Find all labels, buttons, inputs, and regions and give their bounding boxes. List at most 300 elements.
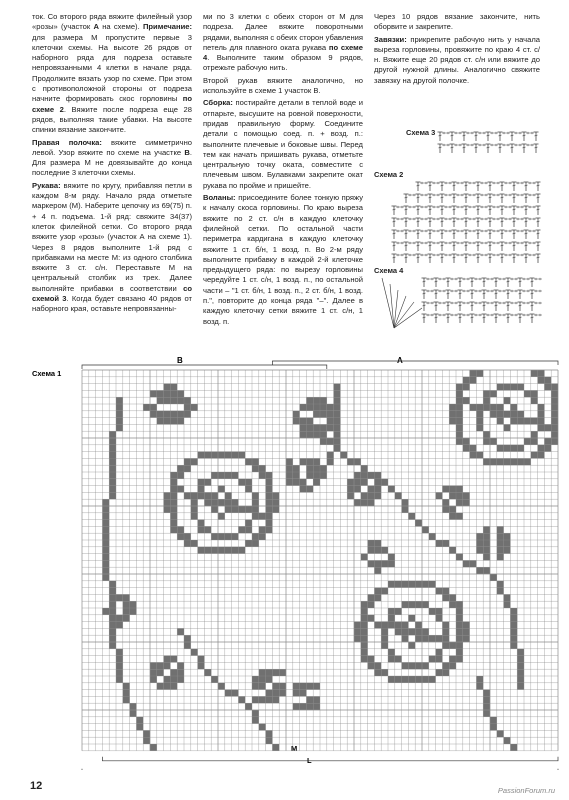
- filled-cell: [170, 676, 177, 683]
- filled-cell: [354, 499, 361, 506]
- chain-symbol: [475, 290, 478, 292]
- chain-symbol: [517, 182, 520, 184]
- stitch-symbol: [446, 290, 451, 299]
- filled-cell: [204, 499, 211, 506]
- filled-cell: [368, 594, 375, 601]
- chain-symbol: [437, 182, 440, 184]
- filled-cell: [245, 458, 252, 465]
- filled-cell: [170, 411, 177, 418]
- filled-cell: [150, 411, 157, 418]
- filled-cell: [408, 676, 415, 683]
- filled-cell: [279, 690, 286, 697]
- chain-symbol: [505, 230, 508, 232]
- chain-symbol: [527, 302, 530, 304]
- filled-cell: [490, 458, 497, 465]
- stitch-symbol: [452, 182, 457, 191]
- chain-symbol: [481, 194, 484, 196]
- chain-symbol: [431, 290, 434, 292]
- filled-cell: [293, 683, 300, 690]
- stitch-symbol: [404, 242, 409, 251]
- stitch-symbol: [476, 206, 481, 215]
- filled-cell: [361, 628, 368, 635]
- filled-cell: [354, 479, 361, 486]
- filled-cell: [211, 676, 218, 683]
- scheme-3-label: Схема 3: [406, 128, 436, 137]
- chain-symbol: [445, 230, 448, 232]
- filled-cell: [388, 615, 395, 622]
- chain-symbol: [409, 242, 412, 244]
- chain-symbol: [503, 302, 506, 304]
- filled-cell: [170, 384, 177, 391]
- filled-cell: [388, 560, 395, 567]
- chain-symbol: [497, 242, 500, 244]
- filled-cell: [544, 424, 551, 431]
- filled-cell: [334, 390, 341, 397]
- filled-cell: [232, 452, 239, 459]
- stitch-symbol: [470, 314, 475, 323]
- filled-cell: [320, 424, 327, 431]
- filled-cell: [204, 669, 211, 676]
- chain-symbol: [539, 302, 542, 304]
- filled-cell: [388, 649, 395, 656]
- stitch-symbol: [530, 278, 535, 287]
- stitch-symbol: [536, 254, 541, 263]
- stitch-symbol: [494, 278, 499, 287]
- stitch-symbol: [416, 254, 421, 263]
- filled-cell: [211, 547, 218, 554]
- chain-symbol: [493, 242, 496, 244]
- chain-symbol: [505, 218, 508, 220]
- stitch-symbol: [494, 290, 499, 299]
- stitch-symbol: [434, 302, 439, 311]
- chain-symbol: [479, 144, 482, 146]
- chain-symbol: [459, 144, 462, 146]
- stitch-symbol: [392, 218, 397, 227]
- filled-cell: [266, 520, 273, 527]
- filled-cell: [177, 676, 184, 683]
- filled-cell: [300, 404, 307, 411]
- filled-cell: [476, 676, 483, 683]
- filled-cell: [238, 506, 245, 513]
- chain-symbol: [457, 230, 460, 232]
- filled-cell: [109, 465, 116, 472]
- chain-symbol: [519, 144, 522, 146]
- filled-cell: [504, 397, 511, 404]
- filled-cell: [170, 526, 177, 533]
- filet-grid: [12, 350, 562, 770]
- fan-stitch: [390, 284, 394, 328]
- chain-symbol: [425, 206, 428, 208]
- chain-symbol: [433, 242, 436, 244]
- filled-cell: [449, 656, 456, 663]
- filled-cell: [422, 676, 429, 683]
- filled-cell: [510, 622, 517, 629]
- filled-cell: [266, 737, 273, 744]
- filled-cell: [313, 411, 320, 418]
- filled-cell: [109, 642, 116, 649]
- filled-cell: [361, 472, 368, 479]
- chain-symbol: [449, 218, 452, 220]
- fan-stitch: [394, 302, 414, 328]
- stitch-symbol: [404, 206, 409, 215]
- filled-cell: [293, 479, 300, 486]
- filled-cell: [551, 411, 558, 418]
- filled-cell: [306, 486, 313, 493]
- stitch-symbol: [446, 302, 451, 311]
- filled-cell: [415, 628, 422, 635]
- filled-cell: [170, 479, 177, 486]
- filled-cell: [320, 438, 327, 445]
- chain-symbol: [493, 230, 496, 232]
- chain-symbol: [397, 242, 400, 244]
- filled-cell: [531, 397, 538, 404]
- filled-cell: [184, 540, 191, 547]
- filled-cell: [442, 642, 449, 649]
- chain-symbol: [483, 132, 486, 134]
- stitch-symbol: [462, 144, 467, 153]
- chain-symbol: [473, 242, 476, 244]
- chain-symbol: [493, 194, 496, 196]
- stitch-symbol: [440, 254, 445, 263]
- filled-cell: [476, 404, 483, 411]
- stitch-symbol: [512, 206, 517, 215]
- filled-cell: [374, 594, 381, 601]
- chain-symbol: [491, 302, 494, 304]
- chain-symbol: [485, 206, 488, 208]
- filled-cell: [497, 554, 504, 561]
- stitch-symbol: [464, 182, 469, 191]
- chain-symbol: [487, 302, 490, 304]
- filled-cell: [463, 635, 470, 642]
- filled-cell: [483, 703, 490, 710]
- filled-cell: [252, 683, 259, 690]
- filled-cell: [164, 492, 171, 499]
- filled-cell: [483, 554, 490, 561]
- chain-symbol: [469, 194, 472, 196]
- filled-cell: [109, 445, 116, 452]
- filled-cell: [388, 608, 395, 615]
- filled-cell: [157, 683, 164, 690]
- stitch-symbol: [476, 230, 481, 239]
- filled-cell: [272, 492, 279, 499]
- chain-symbol: [509, 182, 512, 184]
- filled-cell: [245, 703, 252, 710]
- filled-cell: [517, 649, 524, 656]
- filled-cell: [266, 696, 273, 703]
- crochet-schemes: [374, 128, 544, 343]
- filled-cell: [218, 486, 225, 493]
- filled-cell: [449, 506, 456, 513]
- stitch-symbol: [524, 242, 529, 251]
- filled-cell: [218, 513, 225, 520]
- filled-cell: [422, 581, 429, 588]
- chain-symbol: [499, 290, 502, 292]
- filled-cell: [402, 601, 409, 608]
- filled-cell: [266, 669, 273, 676]
- filled-cell: [395, 608, 402, 615]
- chain-symbol: [503, 290, 506, 292]
- filled-cell: [340, 452, 347, 459]
- filled-cell: [429, 656, 436, 663]
- chain-symbol: [521, 182, 524, 184]
- stitch-symbol: [524, 182, 529, 191]
- chain-symbol: [447, 132, 450, 134]
- filled-cell: [361, 656, 368, 663]
- filled-cell: [109, 588, 116, 595]
- filled-cell: [524, 438, 531, 445]
- filled-cell: [136, 724, 143, 731]
- filled-cell: [252, 696, 259, 703]
- filled-cell: [306, 703, 313, 710]
- chain-symbol: [401, 230, 404, 232]
- filled-cell: [266, 506, 273, 513]
- filled-cell: [327, 424, 334, 431]
- filled-cell: [442, 506, 449, 513]
- chain-symbol: [491, 144, 494, 146]
- stitch-symbol: [440, 182, 445, 191]
- filled-cell: [109, 458, 116, 465]
- filled-cell: [456, 642, 463, 649]
- filled-cell: [436, 608, 443, 615]
- filled-cell: [109, 622, 116, 629]
- stitch-symbol: [464, 242, 469, 251]
- stitch-symbol: [524, 206, 529, 215]
- chain-symbol: [449, 242, 452, 244]
- stitch-symbol: [518, 278, 523, 287]
- filled-cell: [538, 370, 545, 377]
- stitch-symbol: [500, 218, 505, 227]
- filled-cell: [164, 418, 171, 425]
- chain-symbol: [503, 314, 506, 316]
- chain-symbol: [493, 254, 496, 256]
- chain-symbol: [505, 206, 508, 208]
- filled-cell: [510, 418, 517, 425]
- filled-cell: [544, 384, 551, 391]
- filled-cell: [177, 472, 184, 479]
- filled-cell: [524, 390, 531, 397]
- filled-cell: [204, 492, 211, 499]
- filled-cell: [300, 690, 307, 697]
- filled-cell: [517, 418, 524, 425]
- stitch-symbol: [536, 206, 541, 215]
- chain-symbol: [433, 206, 436, 208]
- chain-symbol: [455, 290, 458, 292]
- filled-cell: [442, 635, 449, 642]
- filled-cell: [388, 581, 395, 588]
- filled-cell: [483, 390, 490, 397]
- filled-cell: [293, 418, 300, 425]
- filled-cell: [259, 676, 266, 683]
- stitch-symbol: [416, 218, 421, 227]
- chain-symbol: [461, 230, 464, 232]
- filled-cell: [361, 615, 368, 622]
- chain-symbol: [481, 182, 484, 184]
- stitch-symbol: [446, 278, 451, 287]
- paragraph-ruffles: Воланы: присоедините более тонкую пряжу к началу скоса горловины. По краю выреза вяжите по 2 ст. с/н в каждую клеточку филейной сетки. По остальной части периметра кардигана в каждую клеточку вяжите 1 ст. б/н, 1 возд. п. Во 2-м ряду выполните прибавку в каждой 2-й клеточке предыдущего ряда: по вырезу горловины чередуйте 1 ст. с/н, 1 возд. п., по остальной части – "1 ст. б/н, 1 возд. п., 2 ст. б/н, 1 возд. п.", повторите до конца ряда "–". Далее в каждую клеточку сетки вяжите 1 ст. с/н, 1 возд. п.: [203, 193, 363, 326]
- filled-cell: [109, 472, 116, 479]
- filled-cell: [483, 438, 490, 445]
- paragraph-back: ток. Со второго ряда вяжите филейный узор «розы» (участок А на схеме). Примечание: для размера М пропустите первые 3 клеточки схемы. На высоте 26 рядов от наборного ряда для подреза оставьте непровязанными 4 клетки в начале ряда. Продолжите вязать узор по схеме. При этом с противоположной стороны от подреза начните формировать скос горловины по схеме 2. Вяжите после подреза еще 28 рядов, выполняя такие убавки. На высоте спинки вязание закончите.: [32, 12, 192, 135]
- filled-cell: [422, 601, 429, 608]
- chain-symbol: [439, 314, 442, 316]
- filled-cell: [177, 465, 184, 472]
- filled-cell: [449, 492, 456, 499]
- stitch-symbol: [506, 302, 511, 311]
- filled-cell: [504, 547, 511, 554]
- chain-symbol: [433, 230, 436, 232]
- filled-cell: [204, 479, 211, 486]
- stitch-symbol: [422, 314, 427, 323]
- stitch-symbol: [530, 290, 535, 299]
- filled-cell: [266, 479, 273, 486]
- filled-cell: [266, 526, 273, 533]
- filled-cell: [510, 635, 517, 642]
- filled-cell: [320, 431, 327, 438]
- filled-cell: [198, 547, 205, 554]
- filled-cell: [116, 656, 123, 663]
- chain-symbol: [409, 206, 412, 208]
- filled-cell: [218, 683, 225, 690]
- chain-symbol: [461, 218, 464, 220]
- filled-cell: [130, 601, 137, 608]
- stitch-symbol: [428, 182, 433, 191]
- stitch-symbol: [500, 194, 505, 203]
- filled-cell: [238, 479, 245, 486]
- filled-cell: [436, 492, 443, 499]
- chain-symbol: [397, 254, 400, 256]
- chain-symbol: [511, 302, 514, 304]
- filled-cell: [456, 411, 463, 418]
- filled-cell: [225, 690, 232, 697]
- filled-cell: [191, 540, 198, 547]
- stitch-symbol: [416, 242, 421, 251]
- filled-cell: [116, 676, 123, 683]
- filled-cell: [204, 452, 211, 459]
- chain-symbol: [469, 230, 472, 232]
- filled-cell: [422, 662, 429, 669]
- chain-symbol: [457, 206, 460, 208]
- filled-cell: [517, 683, 524, 690]
- filled-cell: [442, 540, 449, 547]
- chain-symbol: [521, 206, 524, 208]
- filled-cell: [442, 486, 449, 493]
- chain-symbol: [479, 314, 482, 316]
- filled-cell: [531, 431, 538, 438]
- chain-symbol: [457, 194, 460, 196]
- filled-cell: [381, 479, 388, 486]
- filled-cell: [109, 438, 116, 445]
- chain-symbol: [505, 254, 508, 256]
- filled-cell: [442, 662, 449, 669]
- filled-cell: [300, 486, 307, 493]
- stitch-symbol: [536, 194, 541, 203]
- filled-cell: [456, 438, 463, 445]
- filled-cell: [361, 499, 368, 506]
- filled-cell: [436, 649, 443, 656]
- filled-cell: [476, 411, 483, 418]
- chain-symbol: [449, 194, 452, 196]
- filled-cell: [544, 377, 551, 384]
- filled-cell: [476, 540, 483, 547]
- scheme-1-label: Схема 1: [32, 369, 62, 378]
- chain-symbol: [485, 194, 488, 196]
- chain-symbol: [497, 218, 500, 220]
- chain-symbol: [539, 278, 542, 280]
- filled-cell: [184, 635, 191, 642]
- filled-cell: [313, 683, 320, 690]
- filled-cell: [361, 601, 368, 608]
- filled-cell: [136, 717, 143, 724]
- filled-cell: [306, 696, 313, 703]
- stitch-symbol: [500, 242, 505, 251]
- scheme-2-label: Схема 2: [374, 170, 404, 179]
- stitch-symbol: [416, 206, 421, 215]
- chain-symbol: [445, 242, 448, 244]
- stitch-symbol: [498, 144, 503, 153]
- filled-cell: [164, 390, 171, 397]
- stitch-symbol: [428, 194, 433, 203]
- filled-cell: [436, 588, 443, 595]
- filled-cell: [279, 683, 286, 690]
- filled-cell: [252, 533, 259, 540]
- filled-cell: [510, 458, 517, 465]
- filled-cell: [204, 526, 211, 533]
- filled-cell: [388, 656, 395, 663]
- chain-symbol: [521, 194, 524, 196]
- filled-cell: [313, 424, 320, 431]
- chain-symbol: [509, 230, 512, 232]
- filled-cell: [551, 397, 558, 404]
- chain-symbol: [427, 290, 430, 292]
- filled-cell: [347, 458, 354, 465]
- stitch-symbol: [464, 254, 469, 263]
- chain-symbol: [409, 218, 412, 220]
- filled-cell: [211, 472, 218, 479]
- stitch-symbol: [512, 254, 517, 263]
- scheme-1-chart: [12, 350, 562, 770]
- filled-cell: [170, 492, 177, 499]
- chain-symbol: [533, 254, 536, 256]
- filled-cell: [381, 560, 388, 567]
- filled-cell: [245, 479, 252, 486]
- stitch-symbol: [422, 290, 427, 299]
- filled-cell: [116, 411, 123, 418]
- filled-cell: [551, 438, 558, 445]
- chain-symbol: [475, 302, 478, 304]
- filled-cell: [476, 418, 483, 425]
- filled-cell: [504, 601, 511, 608]
- chain-symbol: [485, 254, 488, 256]
- filled-cell: [293, 411, 300, 418]
- chain-symbol: [431, 302, 434, 304]
- chain-symbol: [515, 290, 518, 292]
- filled-cell: [456, 499, 463, 506]
- chain-symbol: [455, 302, 458, 304]
- filled-cell: [456, 492, 463, 499]
- chain-symbol: [491, 290, 494, 292]
- filled-cell: [198, 486, 205, 493]
- filled-cell: [211, 492, 218, 499]
- section-bracket: [82, 365, 327, 369]
- filled-cell: [429, 635, 436, 642]
- stitch-symbol: [428, 206, 433, 215]
- filled-cell: [116, 594, 123, 601]
- filled-cell: [497, 418, 504, 425]
- stitch-symbol: [452, 218, 457, 227]
- filled-cell: [456, 513, 463, 520]
- filled-cell: [252, 499, 259, 506]
- stitch-symbol: [392, 254, 397, 263]
